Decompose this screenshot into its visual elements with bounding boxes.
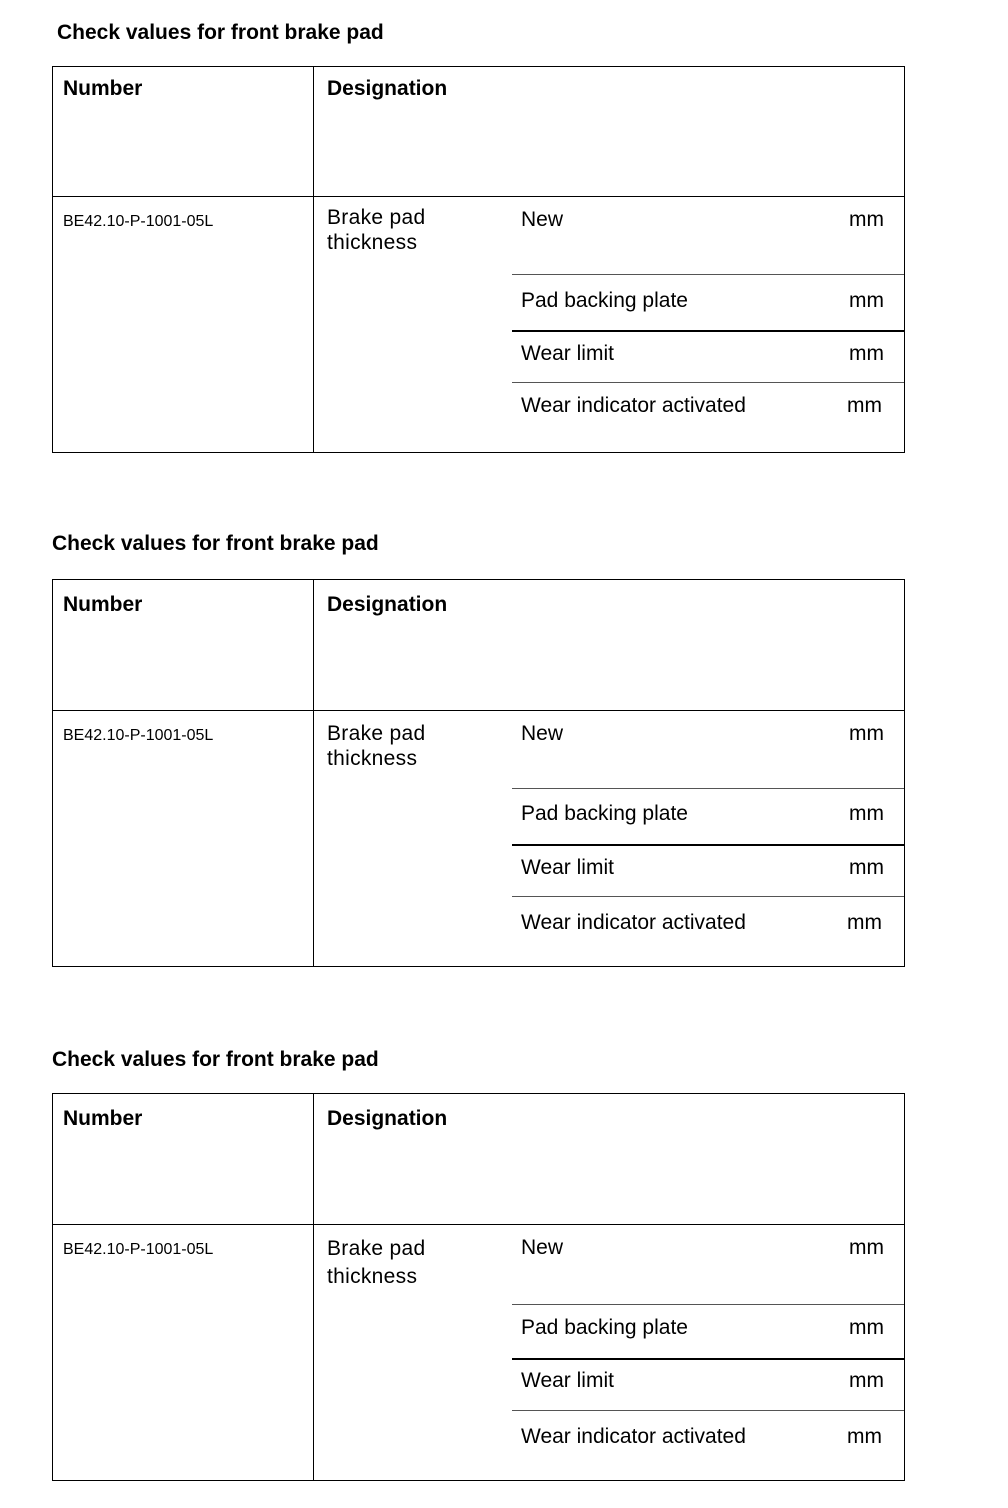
row-label-wear-limit: Wear limit <box>521 1369 614 1392</box>
designation-header: Designation <box>327 593 448 616</box>
designation-header: Designation <box>327 77 448 100</box>
row-label-new: New <box>521 722 564 745</box>
row-label-wear-indicator-activated: Wear indicator activated <box>521 1425 746 1448</box>
row-unit: mm <box>849 289 884 312</box>
row-divider <box>512 1304 904 1305</box>
row-divider <box>512 330 904 332</box>
row-divider <box>512 844 904 846</box>
number-header: Number <box>63 593 143 616</box>
row-label-wear-indicator-activated: Wear indicator activated <box>521 394 746 417</box>
number-header: Number <box>63 1107 143 1130</box>
check-values-table <box>52 66 905 453</box>
row-unit: mm <box>847 394 882 417</box>
row-divider <box>512 788 904 789</box>
column-divider <box>313 580 314 966</box>
row-unit: mm <box>847 1425 882 1448</box>
row-divider <box>512 1410 904 1411</box>
row-unit: mm <box>849 722 884 745</box>
row-unit: mm <box>849 342 884 365</box>
header-divider <box>53 196 904 197</box>
section-title: Check values for front brake pad <box>57 21 384 44</box>
designation-value: Brake pad thickness <box>327 1237 426 1288</box>
row-unit: mm <box>849 856 884 879</box>
row-label-wear-limit: Wear limit <box>521 342 614 365</box>
part-number: BE42.10-P-1001-05L <box>63 1241 214 1258</box>
row-divider <box>512 1358 904 1360</box>
designation-value: Brake pad thickness <box>327 722 426 770</box>
column-divider <box>313 67 314 452</box>
header-divider <box>53 1224 904 1225</box>
row-divider <box>512 274 904 275</box>
row-divider <box>512 382 904 383</box>
row-divider <box>512 896 904 897</box>
row-label-pad-backing-plate: Pad backing plate <box>521 1316 688 1339</box>
row-unit: mm <box>849 802 884 825</box>
row-unit: mm <box>849 1236 884 1259</box>
designation-header: Designation <box>327 1107 448 1130</box>
check-values-table <box>52 579 905 967</box>
check-values-table <box>52 1093 905 1481</box>
row-unit: mm <box>847 911 882 934</box>
row-unit: mm <box>849 208 884 231</box>
row-label-wear-limit: Wear limit <box>521 856 614 879</box>
section-title: Check values for front brake pad <box>52 532 379 555</box>
row-label-pad-backing-plate: Pad backing plate <box>521 802 688 825</box>
designation-value: Brake pad thickness <box>327 206 426 254</box>
column-divider <box>313 1094 314 1480</box>
part-number: BE42.10-P-1001-05L <box>63 213 214 230</box>
header-divider <box>53 710 904 711</box>
section-title: Check values for front brake pad <box>52 1048 379 1071</box>
row-label-wear-indicator-activated: Wear indicator activated <box>521 911 746 934</box>
row-unit: mm <box>849 1316 884 1339</box>
row-label-new: New <box>521 208 564 231</box>
part-number: BE42.10-P-1001-05L <box>63 727 214 744</box>
number-header: Number <box>63 77 143 100</box>
row-label-pad-backing-plate: Pad backing plate <box>521 289 688 312</box>
row-unit: mm <box>849 1369 884 1392</box>
row-label-new: New <box>521 1236 564 1259</box>
